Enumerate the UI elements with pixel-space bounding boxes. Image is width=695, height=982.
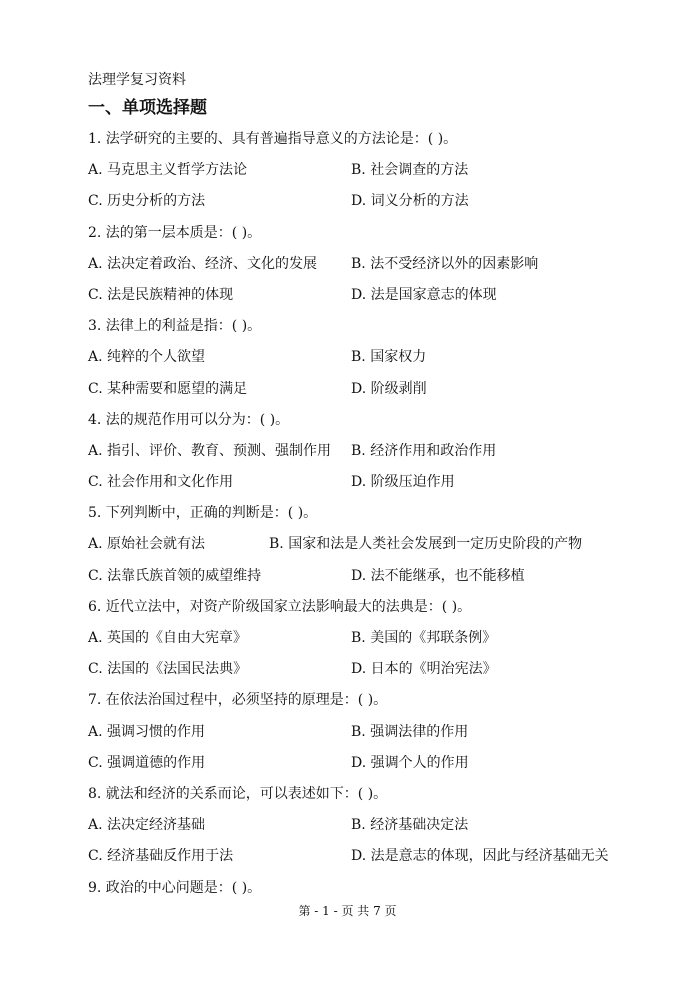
- question-stem: 6. 近代立法中，对资产阶级国家立法影响最大的法典是：( )。: [88, 598, 472, 615]
- option-b: B. 经济作用和政治作用: [351, 442, 497, 459]
- option-row: [88, 249, 648, 280]
- question-4: [88, 405, 648, 499]
- option-a: A. 法决定经济基础: [88, 817, 206, 834]
- question-7: [88, 685, 648, 779]
- option-row: [88, 654, 648, 685]
- option-row: [88, 717, 648, 748]
- option-a: A. 马克思主义哲学方法论: [88, 162, 248, 179]
- option-b: B. 国家和法是人类社会发展到一定历史阶段的产物: [269, 536, 583, 553]
- option-row: [88, 810, 648, 841]
- option-a: A. 纯粹的个人欲望: [88, 349, 206, 366]
- question-stem: 9. 政治的中心问题是：( )。: [88, 879, 262, 896]
- question-6: [88, 592, 648, 686]
- option-c: C. 法靠氏族首领的威望维持: [88, 567, 262, 584]
- option-d: D. 阶级压迫作用: [351, 474, 455, 491]
- option-b: B. 强调法律的作用: [351, 723, 469, 740]
- option-a: A. 法决定着政治、经济、文化的发展: [88, 255, 318, 272]
- option-row: [88, 374, 648, 405]
- option-row: [88, 748, 648, 779]
- option-c: C. 法是民族精神的体现: [88, 286, 234, 303]
- option-row: [88, 561, 648, 592]
- option-b: B. 美国的《邦联条例》: [351, 630, 497, 646]
- option-d: D. 法是意志的体现，因此与经济基础无关: [351, 848, 609, 865]
- question-9: [88, 873, 648, 904]
- option-c: C. 社会作用和文化作用: [88, 474, 234, 491]
- question-stem: 4. 法的规范作用可以分为：( )。: [88, 411, 290, 428]
- option-d: D. 强调个人的作用: [351, 754, 469, 771]
- question-stem: 3. 法律上的利益是指：( )。: [88, 318, 262, 335]
- option-b: B. 国家权力: [351, 349, 427, 366]
- question-stem: 1. 法学研究的主要的、具有普遍指导意义的方法论是：( )。: [88, 131, 458, 147]
- option-d: D. 法不能继承，也不能移植: [351, 567, 525, 584]
- option-c: C. 经济基础反作用于法: [88, 848, 234, 865]
- option-d: D. 词义分析的方法: [351, 193, 469, 210]
- option-c: C. 某种需要和愿望的满足: [88, 380, 248, 397]
- option-d: D. 日本的《明治宪法》: [351, 661, 497, 678]
- option-a: A. 指引、评价、教育、预测、强制作用: [88, 442, 332, 459]
- option-a: A. 原始社会就有法: [88, 536, 206, 553]
- option-row: [88, 186, 648, 217]
- question-2: [88, 218, 648, 312]
- option-row: [88, 342, 648, 373]
- option-row: [88, 436, 648, 467]
- option-c: C. 强调道德的作用: [88, 754, 206, 771]
- option-row: [88, 841, 648, 872]
- question-5: [88, 498, 648, 592]
- question-stem: 7. 在依法治国过程中，必须坚持的原理是：( )。: [88, 692, 388, 709]
- question-stem: 2. 法的第一层本质是：( )。: [88, 224, 262, 241]
- question-list: [88, 124, 648, 904]
- option-c: C. 历史分析的方法: [88, 193, 206, 210]
- question-1: [88, 124, 648, 218]
- option-row: [88, 280, 648, 311]
- option-row: [88, 467, 648, 498]
- question-stem: 5. 下列判断中，正确的判断是：( )。: [88, 505, 318, 522]
- option-row: [88, 529, 648, 560]
- page-footer: 第 - 1 - 页 共 7 页: [298, 904, 397, 918]
- option-c: C. 法国的《法国民法典》: [88, 661, 248, 678]
- question-3: [88, 311, 648, 405]
- option-a: A. 强调习惯的作用: [88, 723, 206, 740]
- option-b: B. 经济基础决定法: [351, 817, 469, 834]
- section-heading: 一、单项选择题: [88, 98, 207, 118]
- option-row: [88, 155, 648, 186]
- option-b: B. 法不受经济以外的因素影响: [351, 255, 539, 272]
- question-stem: 8. 就法和经济的关系而论，可以表述如下：( )。: [88, 785, 388, 802]
- option-d: D. 阶级剥削: [351, 380, 427, 397]
- option-row: [88, 623, 648, 654]
- document-title: 法理学复习资料: [88, 72, 186, 88]
- option-d: D. 法是国家意志的体现: [351, 286, 497, 303]
- question-8: [88, 779, 648, 873]
- option-a: A. 英国的《自由大宪章》: [88, 630, 248, 646]
- option-b: B. 社会调查的方法: [351, 162, 469, 179]
